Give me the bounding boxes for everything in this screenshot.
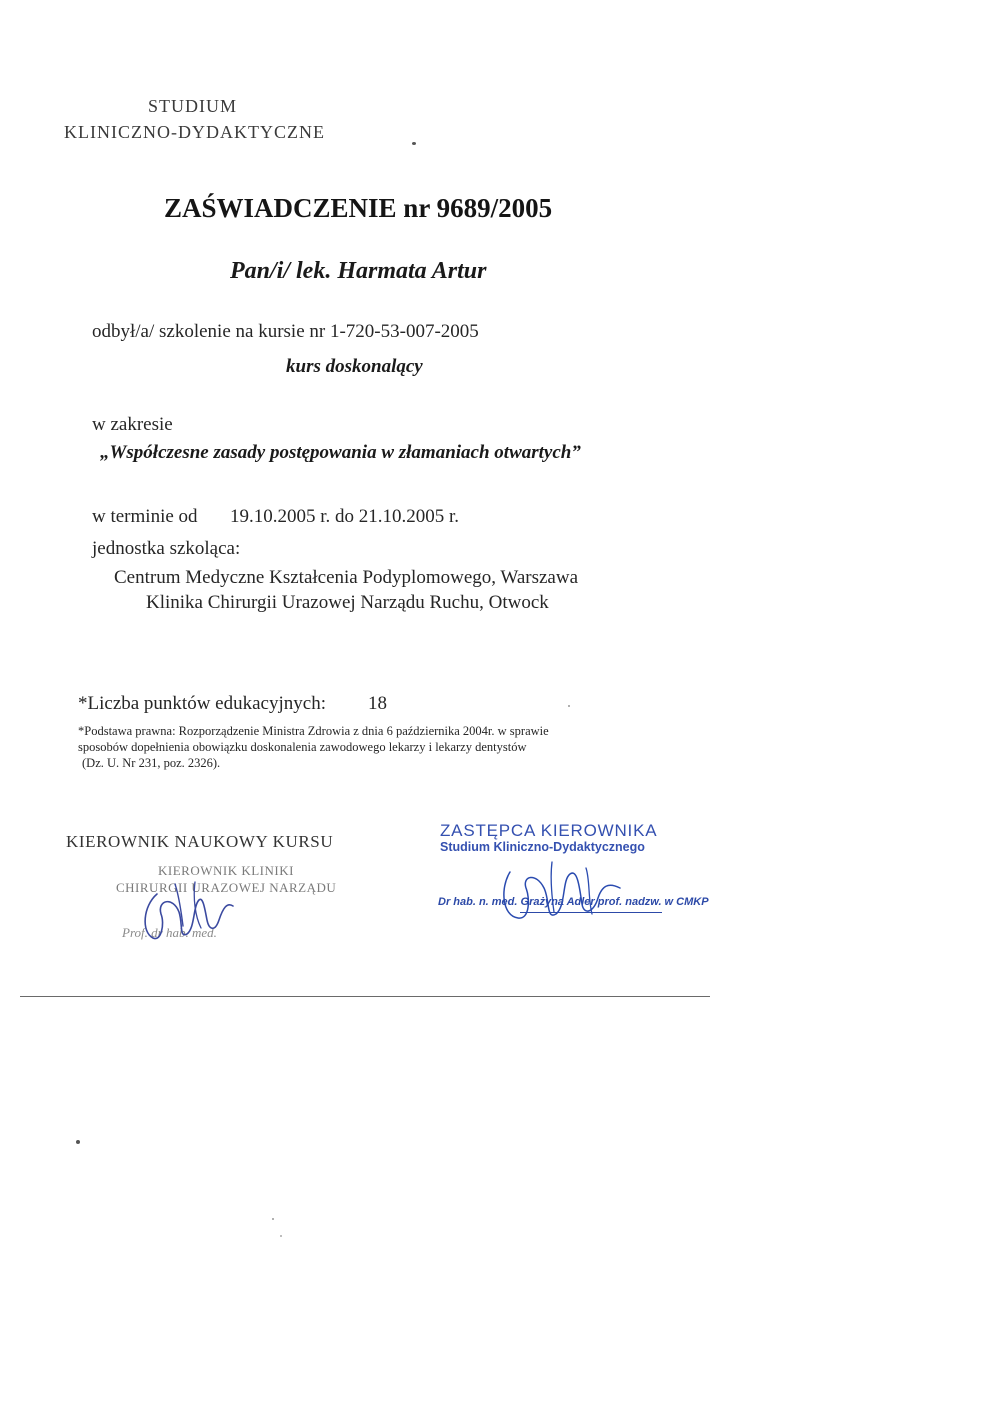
course-line: odbył/a/ szkolenie na kursie nr 1-720-53-007-2005 [92,321,479,342]
unit-label: jednostka szkoląca: [92,538,241,559]
left-stamp-line-3: Prof. dr hab. med. [122,925,217,940]
right-stamp-title: ZASTĘPCA KIEROWNIKA [440,821,658,840]
right-stamp-name: Dr hab. n. med. Grażyna Adler prof. nadzw. w CMKP [438,896,709,908]
scan-speck [272,1218,274,1220]
unit-line-1: Centrum Medyczne Kształcenia Podyplomowego, Warszawa [114,567,579,588]
left-signature-scribble [135,876,245,946]
footnote-line-3: (Dz. U. Nr 231, poz. 2326). [82,756,221,770]
scope-label: w zakresie [92,414,173,435]
right-signature-scribble [496,858,626,930]
left-signature-title: KIEROWNIK NAUKOWY KURSU [66,832,334,851]
scope-title: „Współczesne zasady postępowania w złamaniach otwartych” [100,442,581,463]
points-value: 18 [368,693,387,714]
page-divider [20,996,710,997]
points-label: *Liczba punktów edukacyjnych: [78,693,326,714]
header-studium: STUDIUM [148,96,238,116]
term-dates: 19.10.2005 r. do 21.10.2005 r. [230,506,460,527]
scan-speck [280,1235,282,1237]
scan-speck [412,142,416,145]
scan-speck [76,1140,80,1144]
right-stamp-subtitle: Studium Kliniczno-Dydaktycznego [440,840,645,854]
header-kliniczno-dydaktyczne: KLINICZNO-DYDAKTYCZNE [64,122,325,142]
left-stamp-line-1: KIEROWNIK KLINIKI [158,863,294,878]
recipient-name: Pan/i/ lek. Harmata Artur [230,258,487,284]
unit-line-2: Klinika Chirurgii Urazowej Narządu Ruchu, Otwock [146,592,549,613]
footnote-line-2: sposobów dopełnienia obowiązku doskonalenia zawodowego lekarzy i lekarzy dentystów [78,740,527,754]
scan-speck [568,705,570,707]
left-stamp-line-2: CHIRURGII URAZOWEJ NARZĄDU [116,880,337,895]
course-type: kurs doskonalący [286,356,423,377]
footnote-line-1: *Podstawa prawna: Rozporządzenie Ministra Zdrowia z dnia 6 października 2004r. w sprawie [78,724,549,738]
term-label: w terminie od [92,506,198,527]
certificate-title: ZAŚWIADCZENIE nr 9689/2005 [164,193,553,223]
